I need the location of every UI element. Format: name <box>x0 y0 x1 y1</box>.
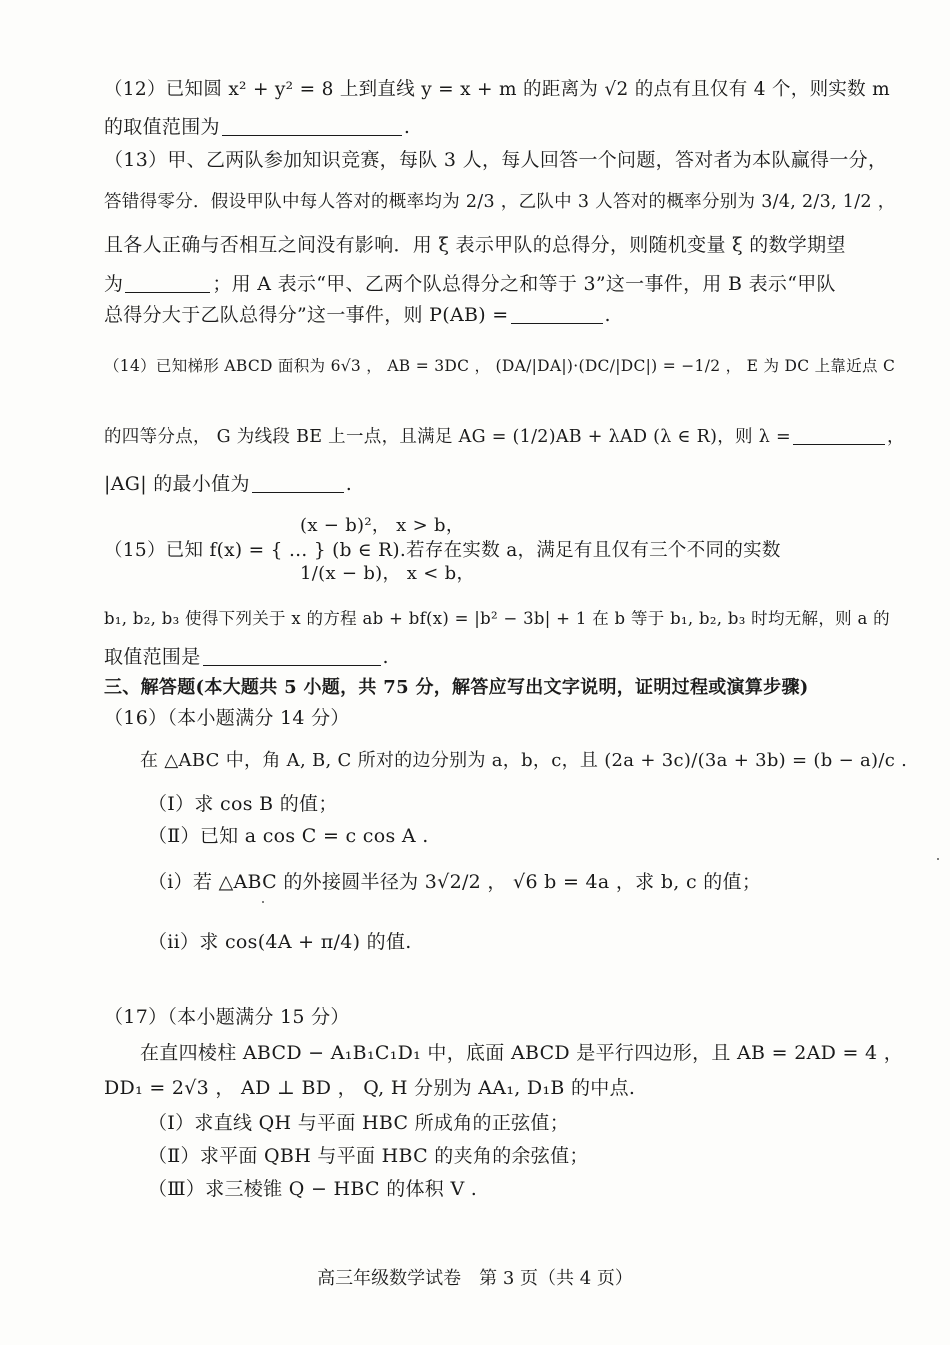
q14-line-3 <box>104 472 352 496</box>
q17-title: （17）（本小题满分 15 分） <box>104 1006 350 1028</box>
answer-blank <box>252 474 344 493</box>
scan-speck <box>937 858 939 860</box>
q12-line-2-text: 的取值范围为 <box>104 116 220 138</box>
scan-speck <box>262 901 264 903</box>
answer-blank <box>222 117 402 136</box>
q12-line-1: （12）已知圆 x² + y² = 8 上到直线 y = x + m 的距离为 √2 的点有且仅有 4 个，则实数 m <box>104 79 891 100</box>
q17-stem-2: DD₁ = 2√3 ， AD ⊥ BD ， Q, H 分别为 AA₁, D₁B 的中点. <box>104 1077 636 1099</box>
answer-blank <box>125 274 210 293</box>
q17-part-3: （Ⅲ）求三棱锥 Q − HBC 的体积 V . <box>148 1178 478 1200</box>
answer-blank <box>203 647 381 666</box>
q13-line-3: 且各人正确与否相互之间没有影响．用 ξ 表示甲队的总得分，则随机变量 ξ 的数学期望 <box>104 234 846 256</box>
q12-line-2-end: . <box>403 116 411 138</box>
q14-line-2-end: ， <box>886 427 905 447</box>
q13-line-5 <box>104 303 611 327</box>
q16-part-1: （Ⅰ）求 cos B 的值； <box>148 793 338 815</box>
q13-line-4-start: 为 <box>104 273 124 295</box>
q15-line-3-text: 取值范围是 <box>104 646 201 668</box>
q15-line-main: （15）已知 f(x) = { … } (b ∈ R).若存在实数 a，满足有且仅有三个不同的实数 <box>104 540 781 561</box>
q15-piece-2: 1/(x − b)， x < b， <box>300 563 475 584</box>
q13-line-5-end: . <box>604 304 611 326</box>
q14-line-2 <box>104 425 905 449</box>
q15-line-3 <box>104 645 389 669</box>
q13-line-5-text: 总得分大于乙队总得分”这一事件，则 P(AB) = <box>104 304 509 326</box>
q12-line-2 <box>104 115 410 139</box>
q15-line-3-end: . <box>382 646 389 668</box>
q17-part-1: （Ⅰ）求直线 QH 与平面 HBC 所成角的正弦值； <box>148 1112 570 1134</box>
answer-blank <box>793 426 885 445</box>
q16-part-2-i: （i）若 △ABC 的外接圆半径为 3√2/2 ， √6 b = 4a ，求 b, c 的值； <box>148 871 762 893</box>
q13-line-4 <box>104 272 836 296</box>
q13-line-2: 答错得零分．假设甲队中每人答对的概率均为 2/3 ，乙队中 3 人答对的概率分别为 3/4, 2/3, 1/2 ， <box>104 192 896 212</box>
q14-line-3-end: . <box>345 473 353 495</box>
q16-stem: 在 △ABC 中，角 A, B, C 所对的边分别为 a，b，c，且 (2a + 3c)/(3a + 3b) = (b − a)/c . <box>140 750 908 771</box>
q15-piece-1: (x − b)²， x > b， <box>300 515 465 536</box>
q13-line-4-end: ；用 A 表示“甲、乙两个队总得分之和等于 3”这一事件，用 B 表示“甲队 <box>212 273 836 295</box>
q17-part-2: （Ⅱ）求平面 QBH 与平面 HBC 的夹角的余弦值； <box>148 1145 589 1167</box>
q16-part-2: （Ⅱ）已知 a cos C = c cos A . <box>148 825 429 847</box>
q15-line-2: b₁, b₂, b₃ 使得下列关于 x 的方程 ab + bf(x) = |b² − 3b| + 1 在 b 等于 b₁, b₂, b₃ 时均无解，则 a 的 <box>104 609 890 628</box>
section-3-heading: 三、解答题(本大题共 5 小题，共 75 分，解答应写出文字说明，证明过程或演算步骤) <box>104 677 809 698</box>
q13-line-1: （13）甲、乙两队参加知识竞赛，每队 3 人，每人回答一个问题，答对者为本队赢得一分， <box>104 149 888 171</box>
q14-line-1: （14）已知梯形 ABCD 面积为 6√3 ， AB = 3DC ， (DA/|DA|)·(DC/|DC|) = −1/2 ， E 为 DC 上靠近点 C <box>104 357 896 375</box>
q16-part-2-ii: （ii）求 cos(4A + π/4) 的值. <box>148 931 412 953</box>
q17-stem-1: 在直四棱柱 ABCD − A₁B₁C₁D₁ 中，底面 ABCD 是平行四边形，且 AB = 2AD = 4 ， <box>140 1042 904 1064</box>
answer-blank <box>511 305 603 324</box>
page-footer: 高三年级数学试卷 第 3 页（共 4 页） <box>317 1268 633 1289</box>
q14-line-3-text: |AG| 的最小值为 <box>104 473 250 495</box>
q16-title: （16）（本小题满分 14 分） <box>104 707 350 729</box>
q14-line-2-text: 的四等分点， G 为线段 BE 上一点，且满足 AG = (1/2)AB + λAD (λ ∈ R)，则 λ = <box>104 427 791 447</box>
